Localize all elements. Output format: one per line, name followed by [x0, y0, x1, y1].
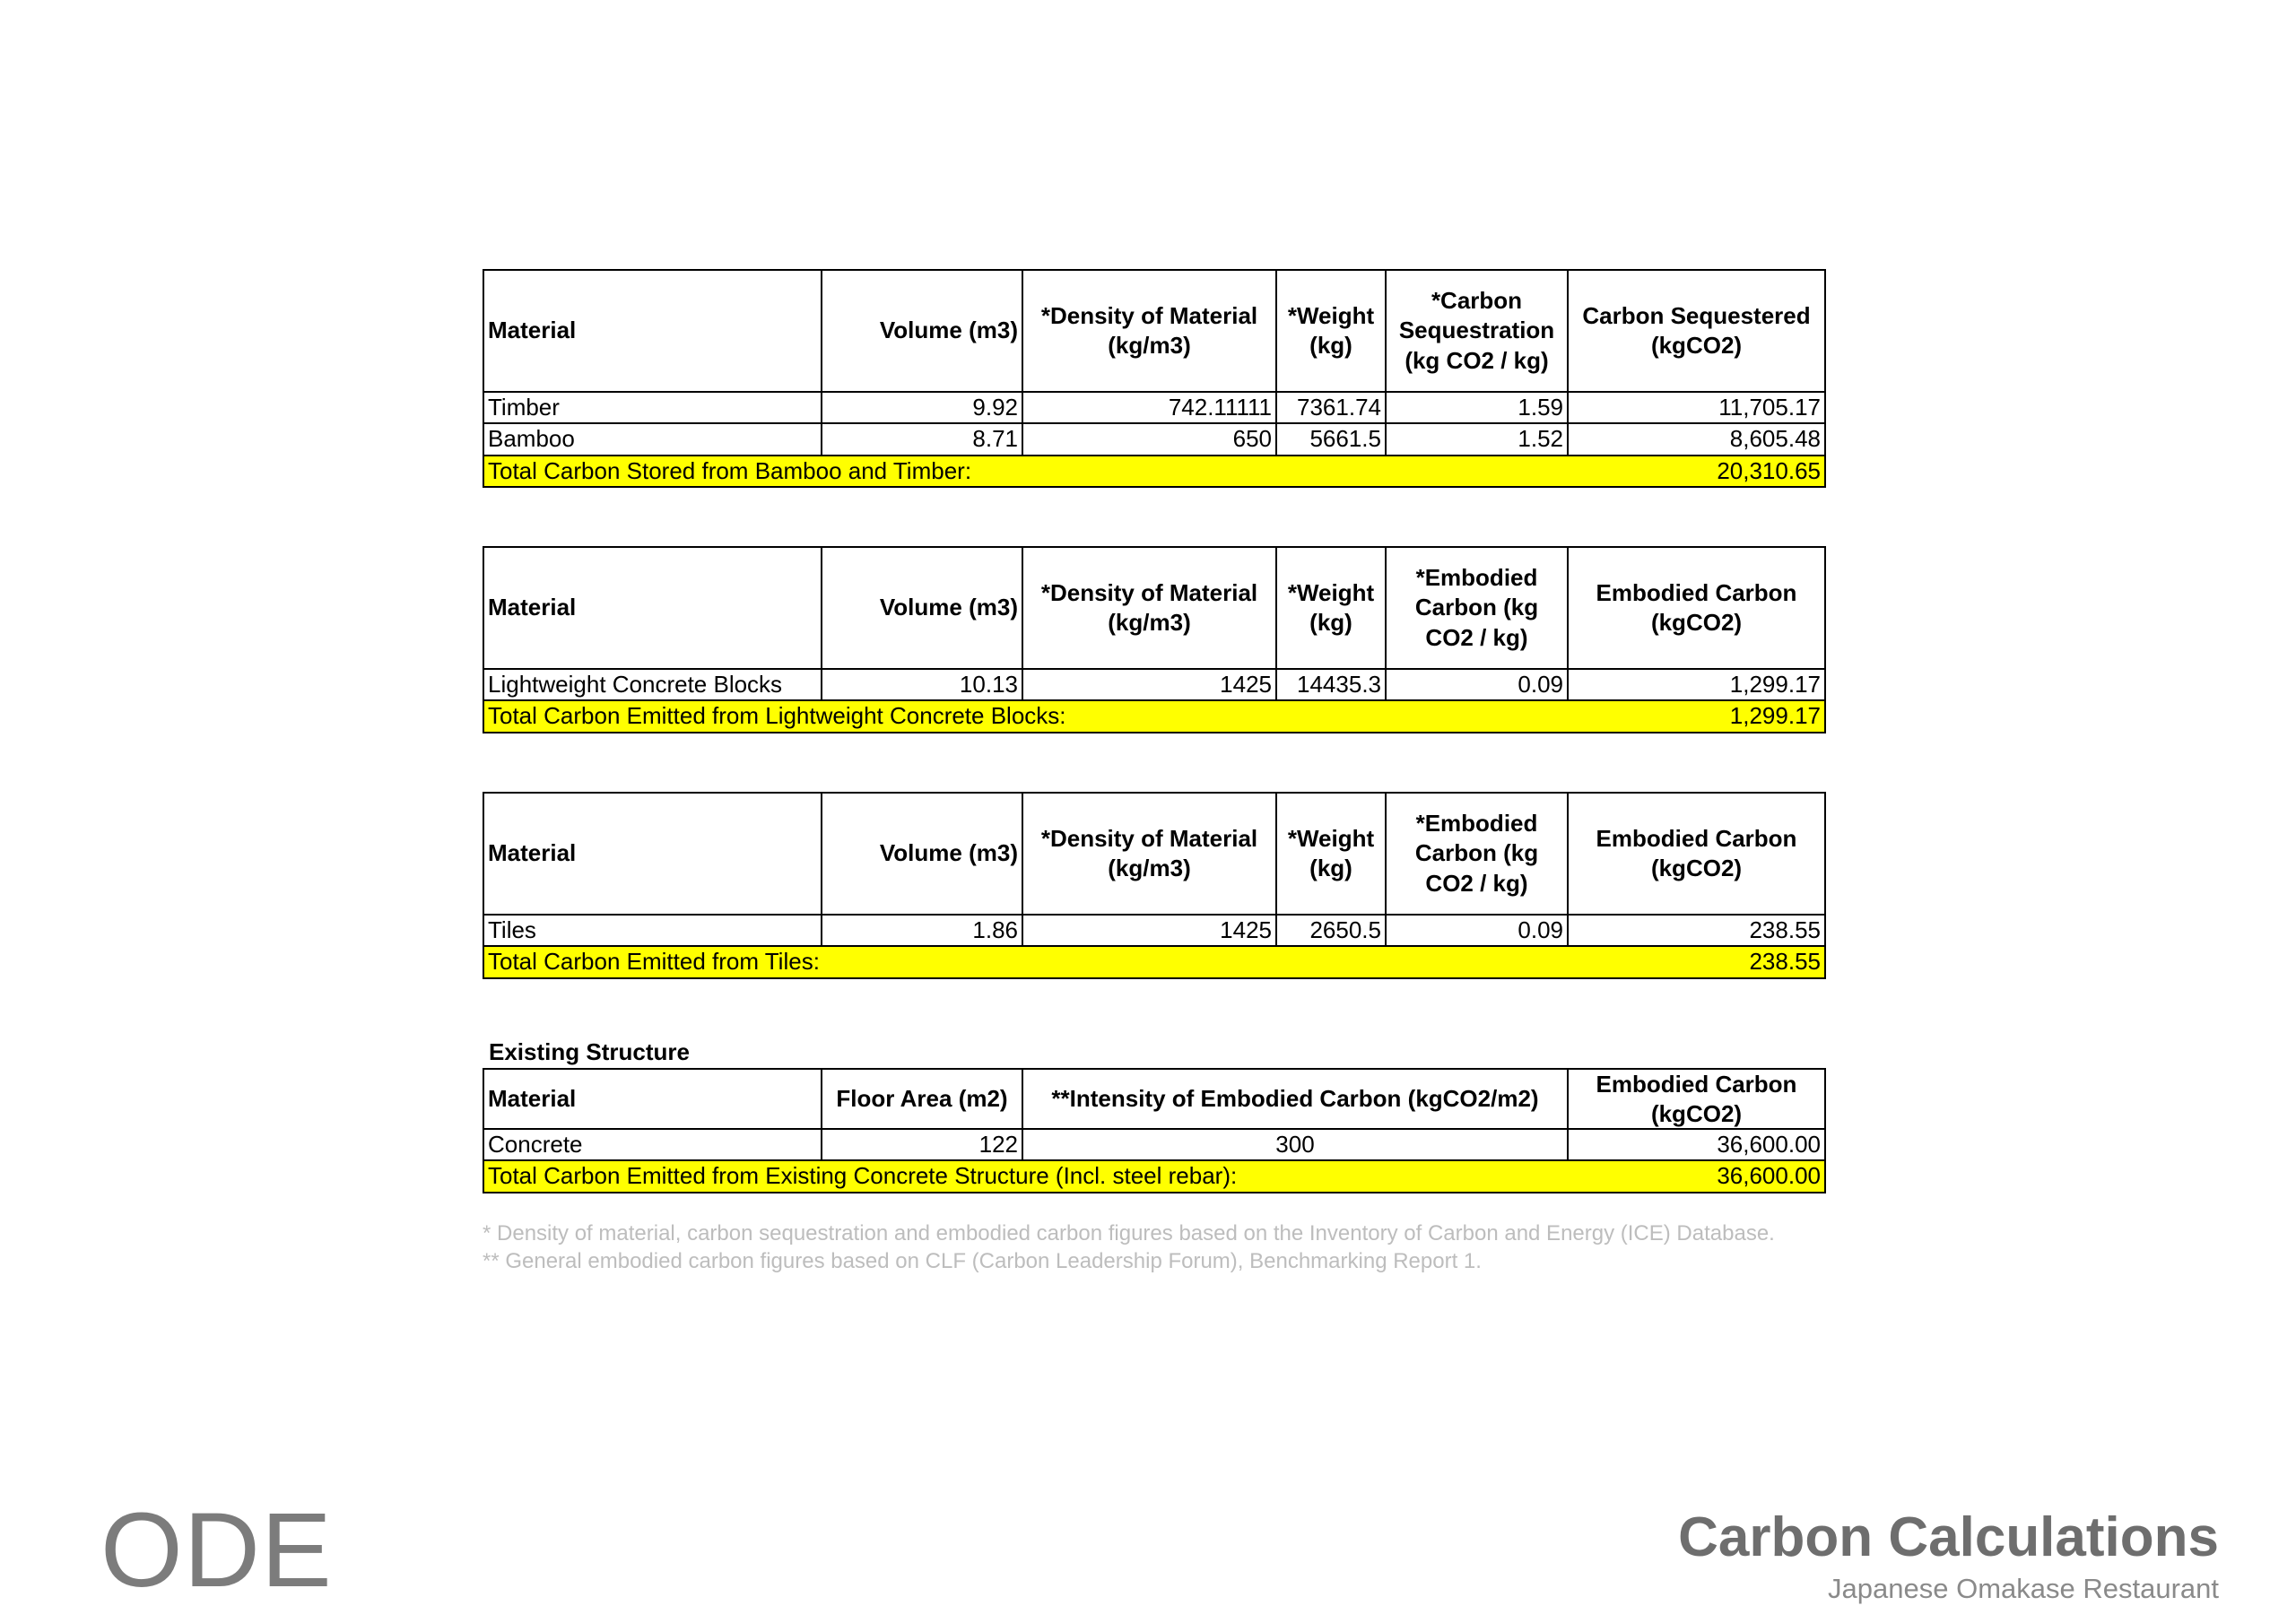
- header-embodied-carbon: Embodied Carbon (kgCO2): [1568, 1069, 1825, 1129]
- cell-sequestered: 11,705.17: [1568, 392, 1825, 423]
- cell-embodied-carbon: 1,299.17: [1568, 669, 1825, 700]
- table-header-row: [483, 270, 1825, 392]
- tiles-table: [483, 792, 1826, 979]
- header-volume: Volume (m3): [822, 270, 1022, 392]
- header-volume: Volume (m3): [822, 793, 1022, 915]
- cell-density: 1425: [1022, 915, 1276, 946]
- cell-weight: 2650.5: [1276, 915, 1386, 946]
- cell-material: Lightweight Concrete Blocks: [483, 669, 822, 700]
- cell-volume: 9.92: [822, 392, 1022, 423]
- cell-density: 650: [1022, 423, 1276, 455]
- cell-weight: 14435.3: [1276, 669, 1386, 700]
- header-density: *Density of Material (kg/m3): [1022, 270, 1276, 392]
- cell-sequestration-rate: 1.52: [1386, 423, 1568, 455]
- table-header-row: [483, 793, 1825, 915]
- cell-embodied-carbon: 36,600.00: [1568, 1129, 1825, 1160]
- cell-density: 742.11111: [1022, 392, 1276, 423]
- cell-weight: 7361.74: [1276, 392, 1386, 423]
- total-row: [483, 456, 1825, 487]
- total-value: 20,310.65: [1568, 456, 1825, 487]
- header-density: *Density of Material (kg/m3): [1022, 793, 1276, 915]
- header-embodied-carbon-rate: *Embodied Carbon (kg CO2 / kg): [1386, 547, 1568, 669]
- total-row: [483, 1160, 1825, 1192]
- cell-sequestered: 8,605.48: [1568, 423, 1825, 455]
- header-carbon-sequestered: Carbon Sequestered (kgCO2): [1568, 270, 1825, 392]
- existing-structure-table: [483, 1068, 1826, 1193]
- header-embodied-carbon: Embodied Carbon (kgCO2): [1568, 793, 1825, 915]
- header-weight: *Weight (kg): [1276, 547, 1386, 669]
- header-material: Material: [483, 1069, 822, 1129]
- total-label: Total Carbon Emitted from Tiles:: [483, 946, 1568, 977]
- header-weight: *Weight (kg): [1276, 793, 1386, 915]
- page-subtitle: Japanese Omakase Restaurant: [1828, 1573, 2219, 1604]
- carbon-sequestration-table: [483, 269, 1826, 488]
- header-carbon-sequestration: *Carbon Sequestration (kg CO2 / kg): [1386, 270, 1568, 392]
- cell-volume: 1.86: [822, 915, 1022, 946]
- existing-structure-label: Existing Structure: [489, 1038, 690, 1065]
- cell-embodied-rate: 0.09: [1386, 915, 1568, 946]
- total-row: [483, 700, 1825, 732]
- header-weight: *Weight (kg): [1276, 270, 1386, 392]
- table-header-row: [483, 547, 1825, 669]
- ode-logo: ODE: [100, 1491, 333, 1610]
- cell-material: Bamboo: [483, 423, 822, 455]
- concrete-blocks-table: [483, 546, 1826, 733]
- header-volume: Volume (m3): [822, 547, 1022, 669]
- cell-weight: 5661.5: [1276, 423, 1386, 455]
- footnote-ice-database: * Density of material, carbon sequestration and embodied carbon figures based on the Inventory of Carbon and Energy (ICE) Database.: [483, 1221, 1775, 1245]
- header-intensity: **Intensity of Embodied Carbon (kgCO2/m2): [1022, 1069, 1568, 1129]
- header-material: Material: [483, 547, 822, 669]
- cell-material: Concrete: [483, 1129, 822, 1160]
- cell-floor-area: 122: [822, 1129, 1022, 1160]
- cell-intensity: 300: [1022, 1129, 1568, 1160]
- cell-volume: 10.13: [822, 669, 1022, 700]
- header-embodied-carbon-rate: *Embodied Carbon (kg CO2 / kg): [1386, 793, 1568, 915]
- cell-density: 1425: [1022, 669, 1276, 700]
- header-floor-area: Floor Area (m2): [822, 1069, 1022, 1129]
- total-value: 238.55: [1568, 946, 1825, 977]
- total-label: Total Carbon Emitted from Existing Concrete Structure (Incl. steel rebar):: [483, 1160, 1568, 1192]
- table-row: [483, 669, 1825, 700]
- cell-embodied-carbon: 238.55: [1568, 915, 1825, 946]
- cell-sequestration-rate: 1.59: [1386, 392, 1568, 423]
- total-row: [483, 946, 1825, 977]
- footnote-clf-report: ** General embodied carbon figures based on CLF (Carbon Leadership Forum), Benchmarking Report 1.: [483, 1249, 1482, 1273]
- table-row: [483, 915, 1825, 946]
- header-material: Material: [483, 793, 822, 915]
- table-row: [483, 1129, 1825, 1160]
- table-header-row: [483, 1069, 1825, 1129]
- table-row: [483, 423, 1825, 455]
- cell-material: Tiles: [483, 915, 822, 946]
- cell-embodied-rate: 0.09: [1386, 669, 1568, 700]
- header-density: *Density of Material (kg/m3): [1022, 547, 1276, 669]
- total-value: 1,299.17: [1568, 700, 1825, 732]
- cell-material: Timber: [483, 392, 822, 423]
- header-embodied-carbon: Embodied Carbon (kgCO2): [1568, 547, 1825, 669]
- total-label: Total Carbon Stored from Bamboo and Timber:: [483, 456, 1568, 487]
- header-material: Material: [483, 270, 822, 392]
- total-label: Total Carbon Emitted from Lightweight Concrete Blocks:: [483, 700, 1568, 732]
- page-title: Carbon Calculations: [1678, 1506, 2219, 1568]
- table-row: [483, 392, 1825, 423]
- cell-volume: 8.71: [822, 423, 1022, 455]
- total-value: 36,600.00: [1568, 1160, 1825, 1192]
